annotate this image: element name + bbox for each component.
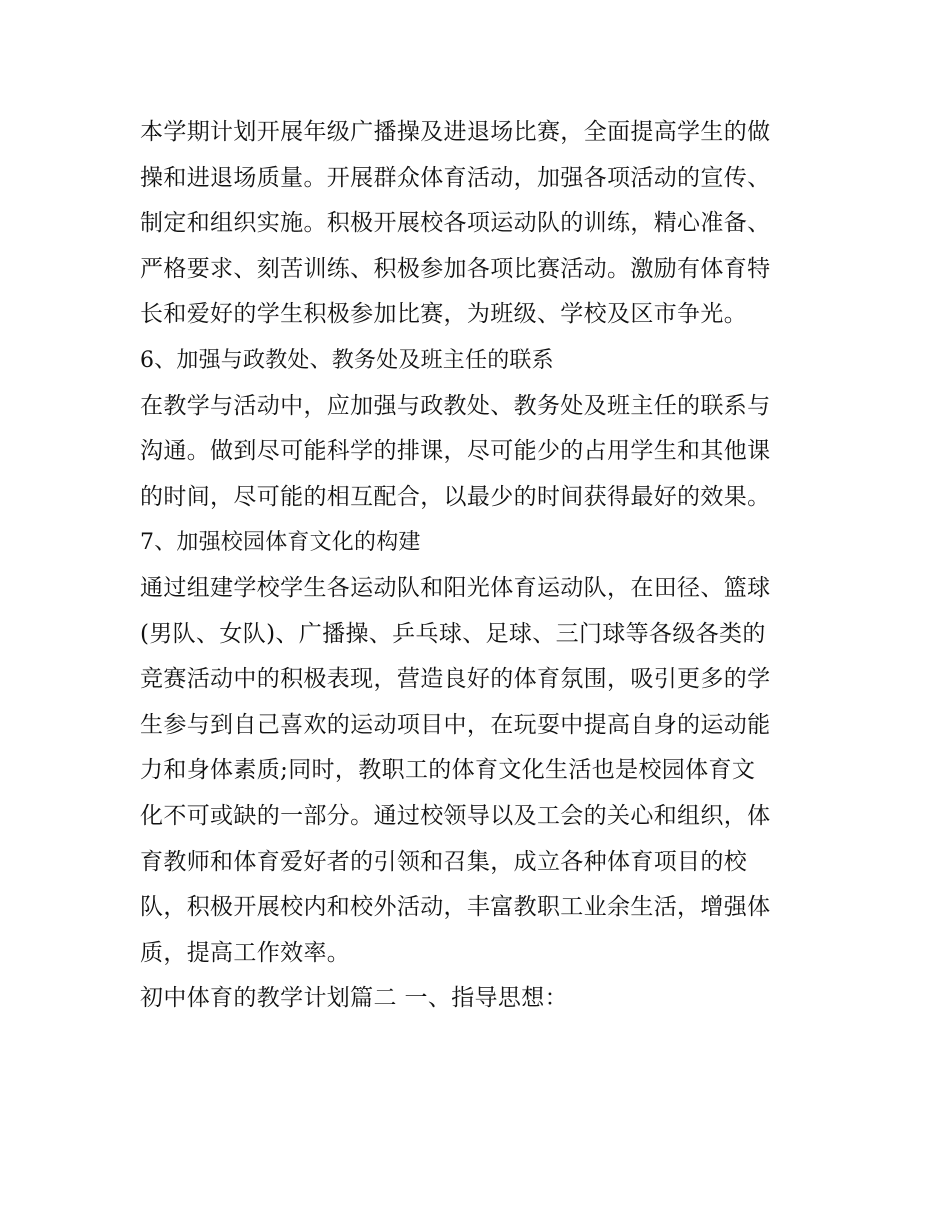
paragraph-line: (男队、女队)、广播操、乒乓球、足球、三门球等各级各类的 <box>140 620 766 647</box>
paragraph-line: 质，提高工作效率。 <box>140 939 351 966</box>
document-body <box>140 110 820 1022</box>
paragraph-line: 竞赛活动中的积极表现，营造良好的体育氛围，吸引更多的学 <box>140 666 771 693</box>
paragraph-line: 力和身体素质;同时，教职工的体育文化生活也是校园体育文 <box>140 757 756 784</box>
paragraph-line: 生参与到自己喜欢的运动项目中，在玩耍中提高自身的运动能 <box>140 711 771 738</box>
paragraph-line: 制定和组织实施。积极开展校各项运动队的训练，精心准备、 <box>140 210 771 237</box>
paragraph-line: 操和进退场质量。开展群众体育活动，加强各项活动的宣传、 <box>140 164 771 191</box>
section-heading: 初中体育的教学计划篇二 一、指导思想： <box>140 985 568 1012</box>
section-heading: 7、加强校园体育文化的构建 <box>140 530 421 556</box>
section-heading: 6、加强与政教处、教务处及班主任的联系 <box>140 347 554 373</box>
paragraph-line: 化不可或缺的一部分。通过校领导以及工会的关心和组织，体 <box>140 802 771 829</box>
paragraph-line: 严格要求、刻苦训练、积极参加各项比赛活动。激励有体育特 <box>140 255 771 282</box>
paragraph-line: 本学期计划开展年级广播操及进退场比赛，全面提高学生的做 <box>140 119 771 145</box>
paragraph-line: 沟通。做到尽可能科学的排课，尽可能少的占用学生和其他课 <box>140 438 771 465</box>
paragraph-line: 通过组建学校学生各运动队和阳光体育运动队，在田径、篮球 <box>140 574 771 601</box>
paragraph-line: 在教学与活动中，应加强与政教处、教务处及班主任的联系与 <box>140 392 771 419</box>
paragraph-line: 长和爱好的学生积极参加比赛，为班级、学校及区市争光。 <box>140 301 748 328</box>
paragraph-line: 队，积极开展校内和校外活动，丰富教职工业余生活，增强体 <box>140 894 771 921</box>
paragraph-line: 育教师和体育爱好者的引领和召集，成立各种体育项目的校 <box>140 848 748 875</box>
paragraph-line: 的时间，尽可能的相互配合，以最少的时间获得最好的效果。 <box>140 483 771 510</box>
